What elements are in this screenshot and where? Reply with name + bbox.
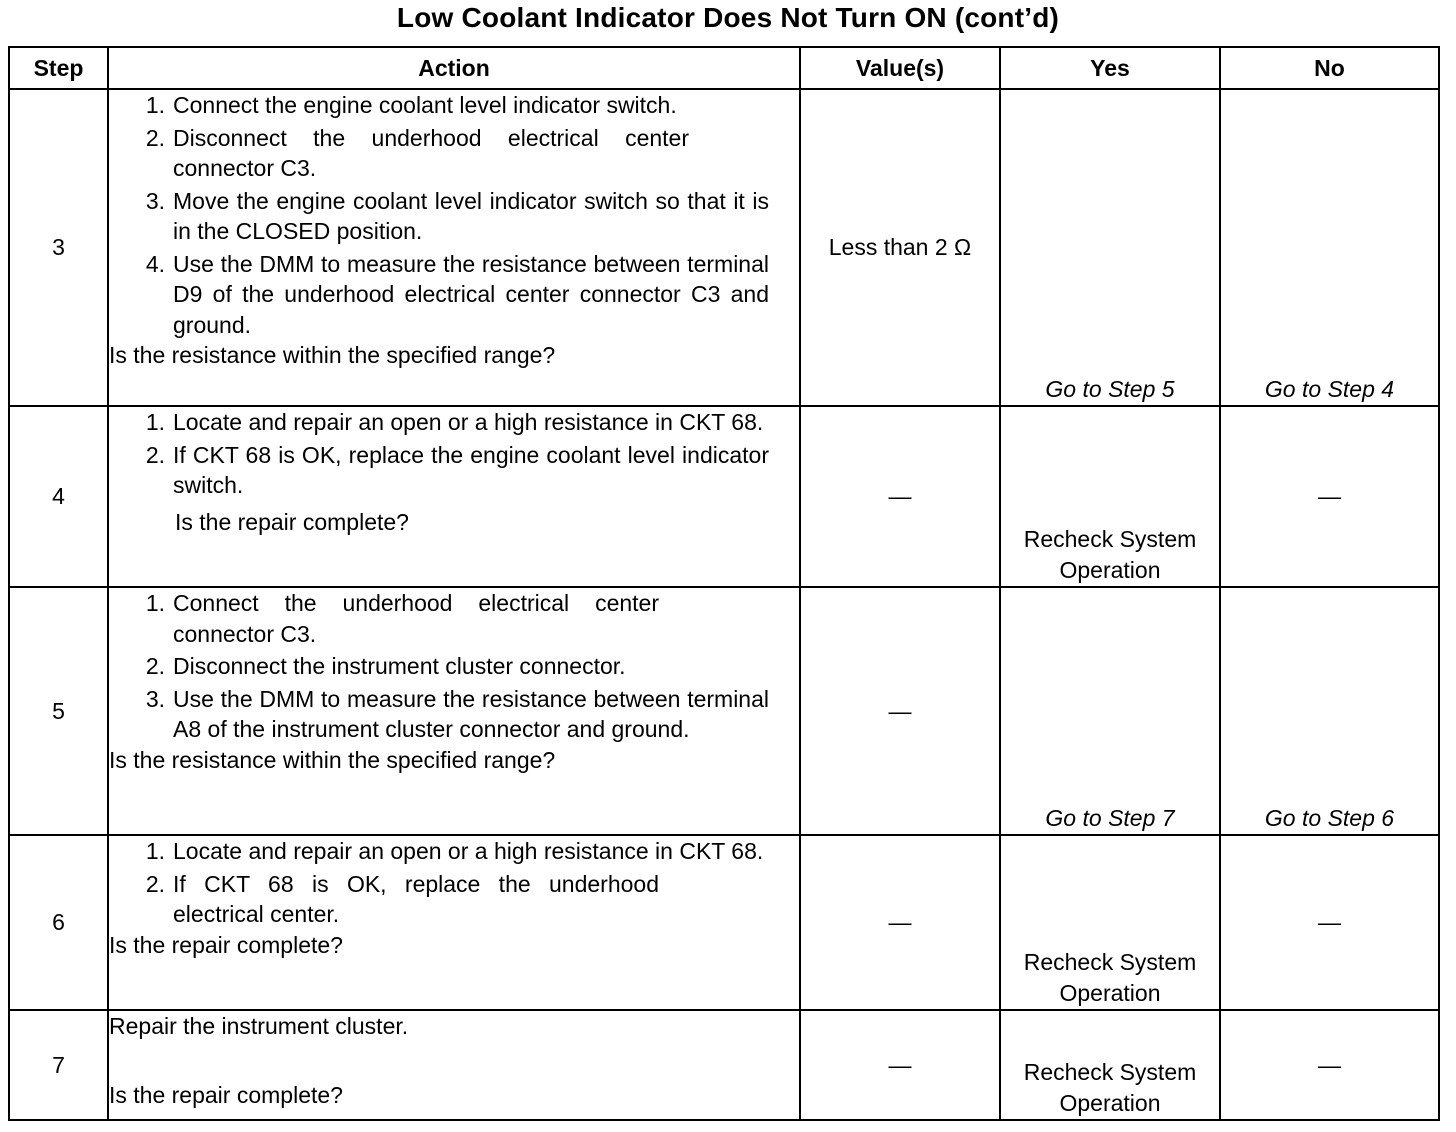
step-number: 3 bbox=[9, 89, 108, 406]
diagnostic-table bbox=[8, 46, 1440, 1121]
step-number: 5 bbox=[9, 587, 108, 835]
item-number: 2. bbox=[145, 124, 165, 151]
item-text: If CKT 68 is OK, replace the underhood electrical center. bbox=[173, 870, 659, 927]
item-number: 2. bbox=[145, 653, 165, 679]
no-cell: — bbox=[1220, 835, 1439, 1010]
action-item bbox=[109, 684, 799, 745]
action-question: Is the resistance within the specified range? bbox=[109, 746, 556, 773]
step-number: 6 bbox=[9, 835, 108, 1010]
action-item bbox=[109, 90, 799, 121]
action-question: Is the repair complete? bbox=[175, 508, 409, 535]
header-yes: Yes bbox=[1000, 47, 1220, 89]
table-row bbox=[9, 1010, 1439, 1120]
action-question: Is the repair complete? bbox=[109, 1081, 343, 1108]
action-question: Is the repair complete? bbox=[109, 931, 343, 958]
header-values: Value(s) bbox=[800, 47, 1000, 89]
item-text: Use the DMM to measure the resistance between terminal D9 of the underhood electrical center connector C3 and ground. bbox=[173, 250, 769, 338]
item-number: 3. bbox=[145, 685, 165, 712]
item-text: Connect the engine coolant level indicator switch. bbox=[173, 92, 677, 118]
header-action: Action bbox=[108, 47, 800, 89]
value-cell: — bbox=[800, 835, 1000, 1010]
action-cell bbox=[108, 406, 800, 587]
action-item bbox=[109, 249, 799, 341]
step-number: 4 bbox=[9, 406, 108, 587]
no-cell: — bbox=[1220, 1010, 1439, 1120]
value-cell: — bbox=[800, 587, 1000, 835]
item-text: Locate and repair an open or a high resistance in CKT 68. bbox=[173, 409, 764, 435]
table-row bbox=[9, 406, 1439, 587]
item-text: Use the DMM to measure the resistance between terminal A8 of the instrument cluster connector and ground. bbox=[173, 685, 769, 742]
no-cell: Go to Step 6 bbox=[1220, 587, 1439, 835]
action-cell bbox=[108, 587, 800, 835]
item-text: Connect the underhood electrical center connector C3. bbox=[173, 590, 659, 647]
action-item bbox=[109, 651, 799, 682]
header-no: No bbox=[1220, 47, 1439, 89]
header-step: Step bbox=[9, 47, 108, 89]
item-number: 1. bbox=[145, 838, 165, 864]
item-number: 3. bbox=[145, 187, 165, 214]
action-cell bbox=[108, 835, 800, 1010]
item-number: 4. bbox=[145, 250, 165, 277]
no-cell: — bbox=[1220, 406, 1439, 587]
value-cell: — bbox=[800, 406, 1000, 587]
yes-cell: Recheck System Operation bbox=[1000, 835, 1220, 1010]
item-text: Disconnect the instrument cluster connector. bbox=[173, 653, 626, 679]
no-cell: Go to Step 4 bbox=[1220, 89, 1439, 406]
item-number: 1. bbox=[145, 409, 165, 435]
item-text: Disconnect the underhood electrical center connector C3. bbox=[173, 124, 689, 181]
action-item bbox=[109, 407, 799, 438]
yes-cell: Go to Step 5 bbox=[1000, 89, 1220, 406]
item-text: If CKT 68 is OK, replace the engine coolant level indicator switch. bbox=[173, 441, 769, 498]
action-item bbox=[109, 123, 799, 184]
yes-cell: Recheck System Operation bbox=[1000, 406, 1220, 587]
value-cell: Less than 2 Ω bbox=[800, 89, 1000, 406]
table-row bbox=[9, 89, 1439, 406]
action-item bbox=[109, 869, 799, 930]
item-text: Move the engine coolant level indicator switch so that it is in the CLOSED position. bbox=[173, 187, 769, 244]
action-question: Is the resistance within the specified range? bbox=[109, 342, 556, 368]
page-title: Low Coolant Indicator Does Not Turn ON (cont’d) bbox=[396, 2, 1060, 33]
action-item bbox=[109, 588, 799, 649]
value-cell: — bbox=[800, 1010, 1000, 1120]
item-text: Locate and repair an open or a high resistance in CKT 68. bbox=[173, 838, 764, 864]
action-cell bbox=[108, 89, 800, 406]
item-number: 2. bbox=[145, 441, 165, 468]
action-item bbox=[109, 186, 799, 247]
action-item bbox=[109, 836, 799, 867]
table-row bbox=[9, 587, 1439, 835]
yes-cell: Go to Step 7 bbox=[1000, 587, 1220, 835]
step-number: 7 bbox=[9, 1010, 108, 1120]
action-lead: Repair the instrument cluster. bbox=[109, 1013, 409, 1039]
item-number: 2. bbox=[145, 870, 165, 897]
item-number: 1. bbox=[145, 92, 165, 118]
table-row bbox=[9, 835, 1439, 1010]
action-item bbox=[109, 440, 799, 501]
action-cell bbox=[108, 1010, 800, 1120]
header-row bbox=[9, 47, 1439, 89]
item-number: 1. bbox=[145, 590, 165, 616]
yes-cell: Recheck System Operation bbox=[1000, 1010, 1220, 1120]
